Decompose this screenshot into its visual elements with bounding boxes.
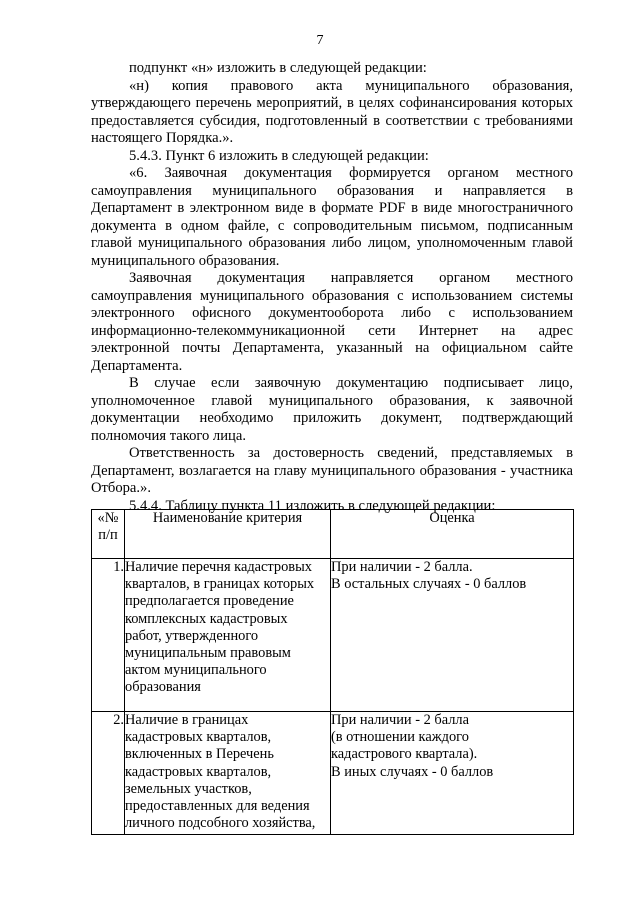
header-number xyxy=(92,510,125,559)
score-line: кадастрового квартала). xyxy=(331,746,478,763)
criterion-line: муниципальным правовым xyxy=(125,645,291,662)
document-body xyxy=(91,60,573,515)
criterion-line: личного подсобного хозяйства, xyxy=(125,815,316,832)
criterion-line: кварталов, в границах которых xyxy=(125,576,315,593)
paragraph-authorized-signer: В случае если заявочную документацию подписывает лицо, уполномоченное главой муниципального образования, к заявочной документации необходимо приложить документ, подтверждающий полномочия такого лица. xyxy=(91,375,573,444)
header-criterion: Наименование критерия xyxy=(125,510,331,559)
criterion-line: образования xyxy=(125,679,201,696)
score-line: В остальных случаях - 0 баллов xyxy=(331,576,527,593)
table-header-row xyxy=(92,510,574,559)
page-number: 7 xyxy=(316,33,324,48)
score-line: При наличии - 2 балла. xyxy=(331,559,473,575)
criterion-line: включенных в Перечень xyxy=(125,746,274,763)
criterion-line: кадастровых кварталов, xyxy=(125,729,272,746)
row-number: 2. xyxy=(92,712,125,835)
criterion-line: предоставленных для ведения xyxy=(125,798,310,815)
score-line: При наличии - 2 балла xyxy=(331,712,469,728)
criterion-line: Наличие в границах xyxy=(125,712,249,728)
header-score: Оценка xyxy=(331,510,574,559)
row-number: 1. xyxy=(92,559,125,712)
paragraph-subpoint-n-intro: подпункт «н» изложить в следующей редакции: xyxy=(129,60,427,76)
criterion-line: работ, утвержденного xyxy=(125,627,259,644)
paragraph-5-4-3: 5.4.3. Пункт 6 изложить в следующей редакции: xyxy=(129,147,429,164)
row-criterion xyxy=(125,712,331,835)
criteria-table xyxy=(91,509,574,835)
row-score xyxy=(331,712,574,835)
score-line: (в отношении каждого xyxy=(331,729,469,746)
criterion-line: земельных участков, xyxy=(125,780,252,797)
header-number-line1: «№ xyxy=(97,510,119,526)
paragraph-responsibility: Ответственность за достоверность сведений, представляемых в Департамент, возлагается на главу муниципального образования - участника Отбора.». xyxy=(91,445,573,496)
row-score xyxy=(331,559,574,712)
row-criterion xyxy=(125,559,331,712)
paragraph-subpoint-n-text: «н) копия правового акта муниципального образования, утверждающего перечень мероприятий, в целях софинансирования которых предоставляется субсидия, подготовленный в соответствии с требованиями настоящего Порядка.». xyxy=(91,77,573,146)
paragraph-5-4-4: 5.4.4. Таблицу пункта 11 изложить в следующей редакции: xyxy=(129,497,496,514)
score-line: В иных случаях - 0 баллов xyxy=(331,763,494,780)
criterion-line: комплексных кадастровых xyxy=(125,610,288,627)
table-row xyxy=(92,559,574,712)
paragraph-submission-channel: Заявочная документация направляется органом местного самоуправления муниципального образования с использованием системы электронного офисного документооборота либо с использованием информационно-телекоммуникационной сети Интернет на адрес электронной почты Департамента, указанный на официальном сайте Департамента. xyxy=(91,270,573,374)
header-number-line2: п/п xyxy=(98,527,118,544)
criterion-line: кадастровых кварталов, xyxy=(125,763,272,780)
paragraph-point-6: «6. Заявочная документация формируется органом местного самоуправления муниципального образования и направляется в Департамент в электронном виде в формате PDF в виде многостраничного документа в одном файле, с сопроводительным письмом, подписанным главой муниципального образования либо лицом, уполномоченным главой муниципального образования. xyxy=(91,165,573,269)
table-row xyxy=(92,712,574,835)
criterion-line: Наличие перечня кадастровых xyxy=(125,559,312,575)
criterion-line: предполагается проведение xyxy=(125,593,294,610)
criterion-line: актом муниципального xyxy=(125,662,267,679)
